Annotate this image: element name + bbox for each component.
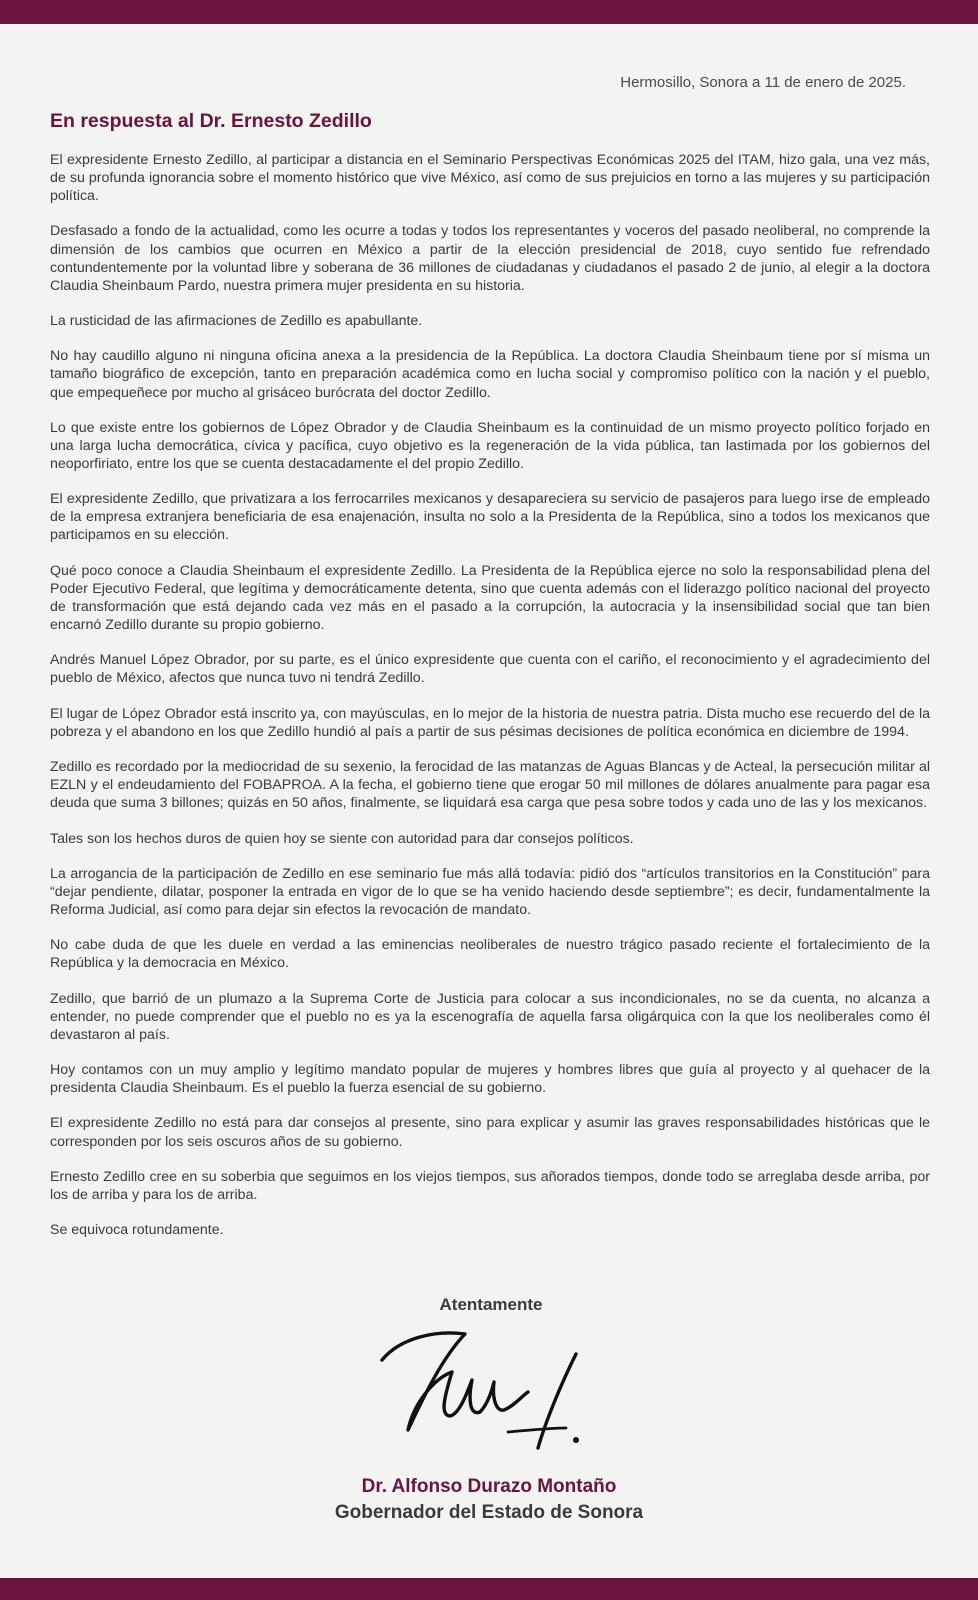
paragraph: La arrogancia de la participación de Zedillo en ese seminario fue más allá todavía: pidió dos “artículos transitorios en la Constitución” para “dejar pendiente, dilatar, posponer la entrada en vigor de lo que se ha venido haciendo desde septiembre”; es decir, fundamentalmente la Reforma Judicial, así como para dejar sin efectos la revocación de mandato. <box>50 865 930 918</box>
bottom-accent-band <box>0 1578 978 1600</box>
handwritten-signature <box>380 1320 600 1460</box>
paragraph: Ernesto Zedillo cree en su soberbia que seguimos en los viejos tiempos, sus añorados tiempos, donde todo se arreglaba desde arriba, por los de arriba y para los de arriba. <box>50 1168 930 1203</box>
paragraph: La rusticidad de las afirmaciones de Zedillo es apabullante. <box>50 313 423 330</box>
paragraph: Andrés Manuel López Obrador, por su parte, es el único expresidente que cuenta con el cariño, el reconocimiento y el agradecimiento del pueblo de México, afectos que nunca tuvo ni tendrá Zedillo. <box>50 652 930 687</box>
signer-name: Dr. Alfonso Durazo Montaño <box>361 1476 617 1497</box>
paragraph: El expresidente Zedillo no está para dar consejos al presente, sino para explicar y asumir las graves responsabilidades históricas que le corresponden por los seis oscuros años de su gobierno. <box>50 1115 930 1150</box>
signer-title: Gobernador del Estado de Sonora <box>334 1502 644 1523</box>
closing-salutation: Atentamente <box>439 1295 543 1314</box>
letter-body <box>50 151 930 1257</box>
letter-title: En respuesta al Dr. Ernesto Zedillo <box>50 110 372 132</box>
paragraph: El expresidente Zedillo, que privatizara a los ferrocarriles mexicanos y desapareciera su servicio de pasajeros para luego irse de empleado de la empresa extranjera beneficiaria de esa enajenación, insulta no solo a la Presidenta de la República, sino a todos los mexicanos que participamos en su elección. <box>50 491 930 544</box>
paragraph: El lugar de López Obrador está inscrito ya, con mayúsculas, en lo mejor de la historia de nuestra patria. Dista mucho ese recuerdo del de la pobreza y el abandono en los que Zedillo hundió al país a partir de sus pésimas decisiones de política económica en diciembre de 1994. <box>50 705 930 740</box>
paragraph: Tales son los hechos duros de quien hoy se siente con autoridad para dar consejos políticos. <box>50 830 634 847</box>
paragraph: El expresidente Ernesto Zedillo, al participar a distancia en el Seminario Perspectivas Económicas 2025 del ITAM, hizo gala, una vez más, de su profunda ignorancia sobre el momento histórico que vive México, así como de sus prejuicios en torno a las mujeres y su participación política. <box>50 152 930 205</box>
paragraph: Qué poco conoce a Claudia Sheinbaum el expresidente Zedillo. La Presidenta de la República ejerce no solo la responsabilidad plena del Poder Ejecutivo Federal, que legítima y democráticamente detenta, sino que cuenta además con el liderazgo político nacional del proyecto de transformación que está dejando cada vez más en el pasado a la corrupción, la autocracia y la insensibilidad social que tan bien encarnó Zedillo durante su propio gobierno. <box>50 562 930 633</box>
paragraph: Hoy contamos con un muy amplio y legítimo mandato popular de mujeres y hombres libres que guía al proyecto y al quehacer de la presidenta Claudia Sheinbaum. Es el pueblo la fuerza esencial de su gobierno. <box>50 1062 930 1097</box>
dateline: Hermosillo, Sonora a 11 de enero de 2025. <box>620 74 906 91</box>
paragraph: No hay caudillo alguno ni ninguna oficina anexa a la presidencia de la República. La doctora Claudia Sheinbaum tiene por sí misma un tamaño biográfico de excepción, tanto en preparación académica como en lucha social y compromiso político con la nación y el pueblo, que empequeñece por mucho al grisáceo burócrata del doctor Zedillo. <box>50 348 930 401</box>
paragraph: Lo que existe entre los gobiernos de López Obrador y de Claudia Sheinbaum es la continuidad de un mismo proyecto político forjado en una larga lucha democrática, cívica y pacífica, cuyo objetivo es la regeneración de la vida pública, tan lastimada por los gobiernos del neoporfiriato, entre los que se cuenta destacadamente el del propio Zedillo. <box>50 419 930 472</box>
paragraph: Desfasado a fondo de la actualidad, como les ocurre a todas y todos los representantes y voceros del pasado neoliberal, no comprende la dimensión de los cambios que ocurren en México a partir de la elección presidencial de 2018, cuyo sentido fue refrendado contundentemente por la voluntad libre y soberana de 36 millones de ciudadanas y ciudadanos el pasado 2 de junio, al elegir a la doctora Claudia Sheinbaum Pardo, nuestra primera mujer presidenta en su historia. <box>50 223 930 294</box>
top-accent-band <box>0 0 978 24</box>
paragraph: Zedillo, que barrió de un plumazo a la Suprema Corte de Justicia para colocar a sus incondicionales, no se da cuenta, no alcanza a entender, no puede comprender que el pueblo no es ya la escenografía de aquella farsa oligárquica con la que los neoliberales como él devastaron al país. <box>50 990 930 1043</box>
paragraph: Zedillo es recordado por la mediocridad de su sexenio, la ferocidad de las matanzas de Aguas Blancas y de Acteal, la persecución militar al EZLN y el endeudamiento del FOBAPROA. A la fecha, el gobierno tiene que erogar 50 mil millones de dólares anualmente para pagar esa deuda que suma 3 billones; quizás en 50 años, finalmente, se liquidará esa carga que pesa sobre todos y cada uno de las y los mexicanos. <box>50 759 930 812</box>
paragraph: No cabe duda de que les duele en verdad a las eminencias neoliberales de nuestro trágico pasado reciente el fortalecimiento de la República y la democracia en México. <box>50 937 930 972</box>
paragraph: Se equivoca rotundamente. <box>50 1222 224 1239</box>
